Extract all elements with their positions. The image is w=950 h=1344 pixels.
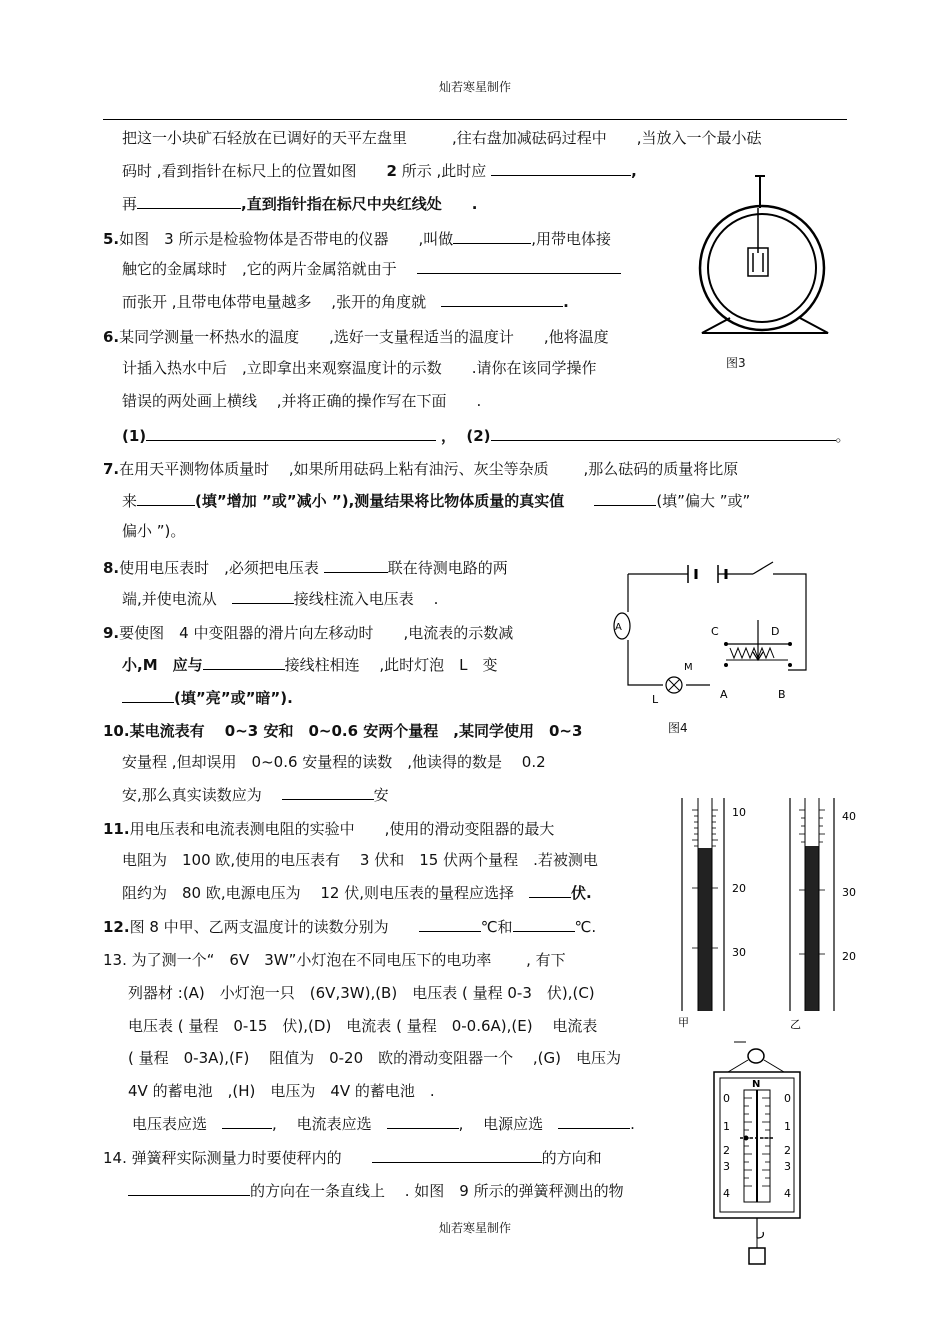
q5-blank-1[interactable]	[453, 229, 531, 244]
scale-right-2: 2	[784, 1144, 791, 1157]
q7-line2: 来 (填”增加 ”或”减小 ”),测量结果将比物体质量的真实值 (填”偏大 ”或”	[122, 492, 751, 510]
q9-line3: (填”亮”或”暗”).	[122, 688, 293, 708]
q8-blank-2[interactable]	[232, 589, 294, 604]
q8-line2: 端,并使电流从 接线柱流入电压表 .	[122, 590, 439, 608]
q11-line2: 电阻为 100 欧,使用的电压表有 3 伏和 15 伏两个量程 .若被测电	[122, 851, 598, 869]
q8-line1: 8.使用电压表时 ,必须把电压表 联在待测电路的两	[103, 559, 508, 577]
figure-9-spring-scale	[706, 1040, 806, 1272]
q7-blank-1[interactable]	[137, 491, 195, 506]
figure-4-caption: 图4	[668, 721, 688, 735]
q6-line4: (1) ， (2) 。	[122, 427, 851, 445]
thermo-b-tick-40: 40	[842, 810, 856, 823]
thermo-a-tick-20: 20	[732, 882, 746, 895]
page-header: 灿若寒星制作	[438, 80, 511, 94]
thermo-a-tick-30: 30	[732, 946, 746, 959]
scale-unit-n: N	[752, 1079, 761, 1090]
q6-line2: 计插入热水中后 ,立即拿出来观察温度计的示数 .请你在该同学操作	[122, 359, 597, 377]
figure-8-thermometers	[672, 796, 872, 1036]
q9-line2: 小,M 应与 接线柱相连 ,此时灯泡 L 变	[122, 656, 498, 674]
q5-blank-2[interactable]	[417, 259, 621, 274]
thermo-b-tick-30: 30	[842, 886, 856, 899]
q13-line2: 列器材 :(A) 小灯泡一只 (6V,3W),(B) 电压表 ( 量程 0-3 伏),(C)	[128, 984, 595, 1002]
thermo-a-tick-10: 10	[732, 806, 746, 819]
q5-line3: 而张开 ,且带电体带电量越多 ,张开的角度就 .	[122, 293, 569, 311]
scale-left-3: 3	[723, 1160, 730, 1173]
q13-blank-3[interactable]	[558, 1114, 630, 1129]
scale-left-2: 2	[723, 1144, 730, 1157]
q14-blank-2[interactable]	[128, 1181, 250, 1196]
scale-left-0: 0	[723, 1092, 730, 1105]
page-footer: 灿若寒星制作	[438, 1221, 511, 1235]
q7-line1: 7.在用天平测物体质量时 ,如果所用砝码上粘有油污、灰尘等杂质 ,那么砝码的质量将比原	[103, 460, 739, 478]
q11-line3: 阻约为 80 欧,电源电压为 12 伏,则电压表的量程应选择 伏.	[122, 884, 592, 902]
q4-blank-2[interactable]	[137, 194, 241, 209]
q10-line1: 10.某电流表有 0~3 安和 0~0.6 安两个量程 ,某同学使用 0~3	[103, 722, 583, 740]
figure-3-caption: 图3	[726, 356, 746, 370]
thermo-b-tick-20: 20	[842, 950, 856, 963]
thermo-b-label: 乙	[790, 1018, 801, 1031]
q8-blank-1[interactable]	[324, 558, 388, 573]
q4-line1: 把这一小块矿石轻放在已调好的天平左盘里 ,往右盘加减砝码过程中 ,当放入一个最小砝	[122, 129, 762, 147]
q6-blank-2[interactable]	[491, 426, 836, 441]
q4-line3: 再 ,直到指针指在标尺中央红线处 .	[122, 195, 478, 213]
terminal-d-label: D	[771, 625, 780, 638]
q7-blank-2[interactable]	[594, 491, 656, 506]
q7-line3: 偏小 ”)。	[122, 522, 186, 540]
q14-line1: 14. 弹簧秤实际测量力时要使秤内的 的方向和	[103, 1149, 602, 1167]
header-rule	[103, 119, 847, 120]
q13-line3: 电压表 ( 量程 0-15 伏),(D) 电流表 ( 量程 0-0.6A),(E) 电流表	[128, 1017, 598, 1035]
q13-line1: 13. 为了测一个“ 6V 3W”小灯泡在不同电压下的电功率 , 有下	[103, 951, 566, 969]
q5-blank-3[interactable]	[441, 292, 563, 307]
q10-blank[interactable]	[282, 785, 374, 800]
q5-line1: 5.如图 3 所示是检验物体是否带电的仪器 ,叫做 ,用带电体接	[103, 230, 612, 248]
q14-blank-1[interactable]	[372, 1148, 542, 1163]
thermo-a-label: 甲	[678, 1016, 689, 1029]
q12-blank-1[interactable]	[419, 917, 481, 932]
q9-blank-2[interactable]	[122, 688, 174, 703]
q4-blank-1[interactable]	[491, 161, 631, 176]
terminal-b-label: B	[778, 688, 786, 701]
q12-line: 12.图 8 中甲、乙两支温度计的读数分别为 ℃和 ℃.	[103, 918, 597, 936]
terminal-c-label: C	[711, 625, 719, 638]
q13-line4: ( 量程 0-3A),(F) 阻值为 0-20 欧的滑动变阻器一个 ,(G) 电压为	[128, 1049, 622, 1067]
ammeter-label: A	[615, 622, 622, 633]
scale-right-4: 4	[784, 1187, 791, 1200]
q13-line6: 电压表应选 , 电流表应选 , 电源应选 .	[132, 1115, 635, 1133]
q4-line2: 码时 ,看到指针在标尺上的位置如图 2 所示 ,此时应 ,	[122, 162, 637, 180]
q6-line3: 错误的两处画上横线 ,并将正确的操作写在下面 .	[122, 392, 482, 410]
scale-left-4: 4	[723, 1187, 730, 1200]
q13-blank-1[interactable]	[222, 1114, 272, 1129]
q12-blank-2[interactable]	[513, 917, 575, 932]
q9-blank-1[interactable]	[203, 655, 285, 670]
terminal-a-label: A	[720, 688, 728, 701]
q6-line1: 6.某同学测量一杯热水的温度 ,选好一支量程适当的温度计 ,他将温度	[103, 328, 609, 346]
lamp-l-label: L	[652, 693, 659, 706]
q9-line1: 9.要使图 4 中变阻器的滑片向左移动时 ,电流表的示数减	[103, 624, 514, 642]
q11-line1: 11.用电压表和电流表测电阻的实验中 ,使用的滑动变阻器的最大	[103, 820, 555, 838]
scale-right-0: 0	[784, 1092, 791, 1105]
scale-right-1: 1	[784, 1120, 791, 1133]
q13-blank-2[interactable]	[387, 1114, 459, 1129]
q13-line5: 4V 的蓄电池 ,(H) 电压为 4V 的蓄电池 .	[128, 1082, 435, 1100]
scale-left-1: 1	[723, 1120, 730, 1133]
q11-blank[interactable]	[529, 883, 571, 898]
terminal-m-label: M	[684, 662, 693, 673]
q10-line2: 安量程 ,但却误用 0~0.6 安量程的读数 ,他读得的数是 0.2	[122, 753, 546, 771]
scale-right-3: 3	[784, 1160, 791, 1173]
q5-line2: 触它的金属球时 ,它的两片金属箔就由于	[122, 259, 621, 279]
q14-line2: 的方向在一条直线上 . 如图 9 所示的弹簧秤测出的物	[128, 1181, 624, 1201]
q10-line3: 安,那么真实读数应为 安	[122, 786, 389, 804]
figure-3-electroscope	[690, 168, 840, 343]
q6-blank-1[interactable]	[146, 426, 436, 441]
figure-4-circuit	[608, 560, 808, 710]
